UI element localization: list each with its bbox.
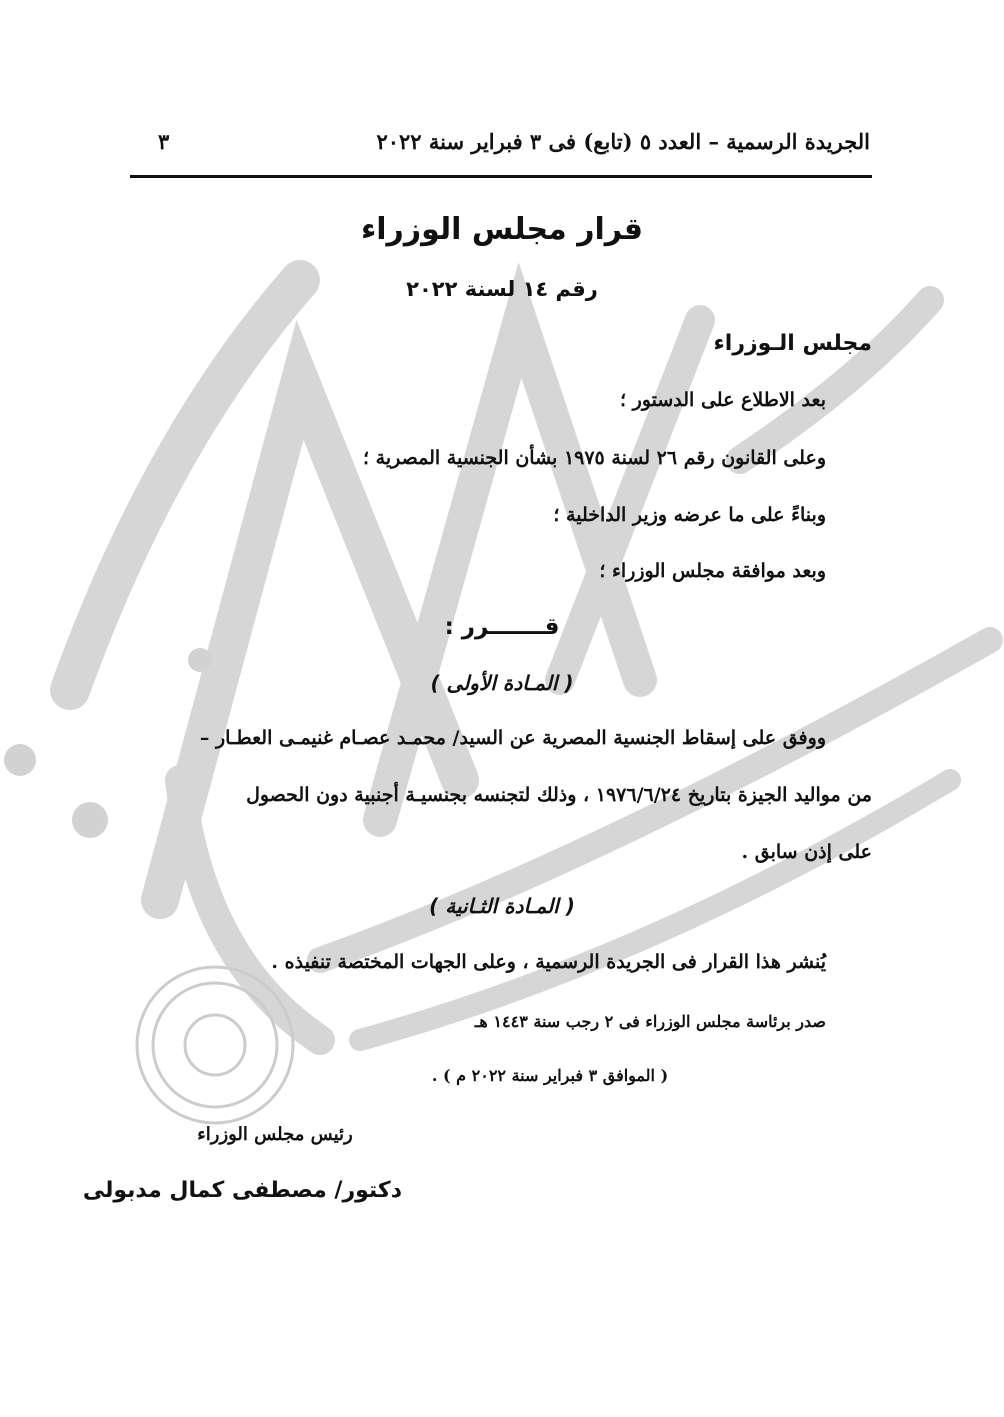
decree-title: قرار مجلس الوزراء: [360, 212, 644, 247]
gazette-header-title: الجريدة الرسمية – العدد ٥ (تابع) فى ٣ فبراير سنة ٢٠٢٢: [376, 129, 870, 154]
decree-number: رقم ١٤ لسنة ٢٠٢٢: [406, 277, 598, 301]
issued-date-hijri: صدر برئاسة مجلس الوزراء فى ٢ رجب سنة ١٤٤٣ هـ: [474, 1012, 826, 1031]
decree-issuer: مجلس الـوزراء: [713, 331, 872, 356]
issued-date-gregorian: ( الموافق ٣ فبراير سنة ٢٠٢٢ م ) .: [431, 1066, 669, 1085]
page-header: [130, 129, 870, 155]
signatory-title: رئيس مجلس الوزراء: [197, 1124, 353, 1145]
page-number: ٣: [158, 129, 170, 154]
preamble-line: وبعد موافقة مجلس الوزراء ؛: [599, 560, 826, 582]
preamble-line: وعلى القانون رقم ٢٦ لسنة ١٩٧٥ بشأن الجنسية المصرية ؛: [363, 447, 826, 469]
article-heading: ( المـادة الأولى ): [430, 671, 574, 695]
article-heading: ( المـادة الثـانية ): [429, 894, 575, 918]
preamble-line: بعد الاطلاع على الدستور ؛: [620, 389, 826, 411]
article-text-line: يُنشر هذا القرار فى الجريدة الرسمية ، وعلى الجهات المختصة تنفيذه .: [271, 951, 826, 973]
article-text-line: ووفق على إسقاط الجنسية المصرية عن السيد/ محمـد عصـام غنيمـى العطـار –: [199, 727, 826, 749]
signatory-name: دكتور/ مصطفى كمال مدبولى: [82, 1178, 402, 1203]
article-text-line: من مواليد الجيزة بتاريخ ١٩٧٦/٦/٢٤ ، وذلك لتجنسه بجنسيـة أجنبية دون الحصول: [246, 784, 872, 806]
decided-heading: قـــــــرر :: [444, 614, 560, 640]
header-divider: [130, 175, 872, 178]
article-text-line: على إذن سابق .: [741, 841, 872, 863]
preamble-line: وبناءً على ما عرضه وزير الداخلية ؛: [553, 504, 826, 526]
